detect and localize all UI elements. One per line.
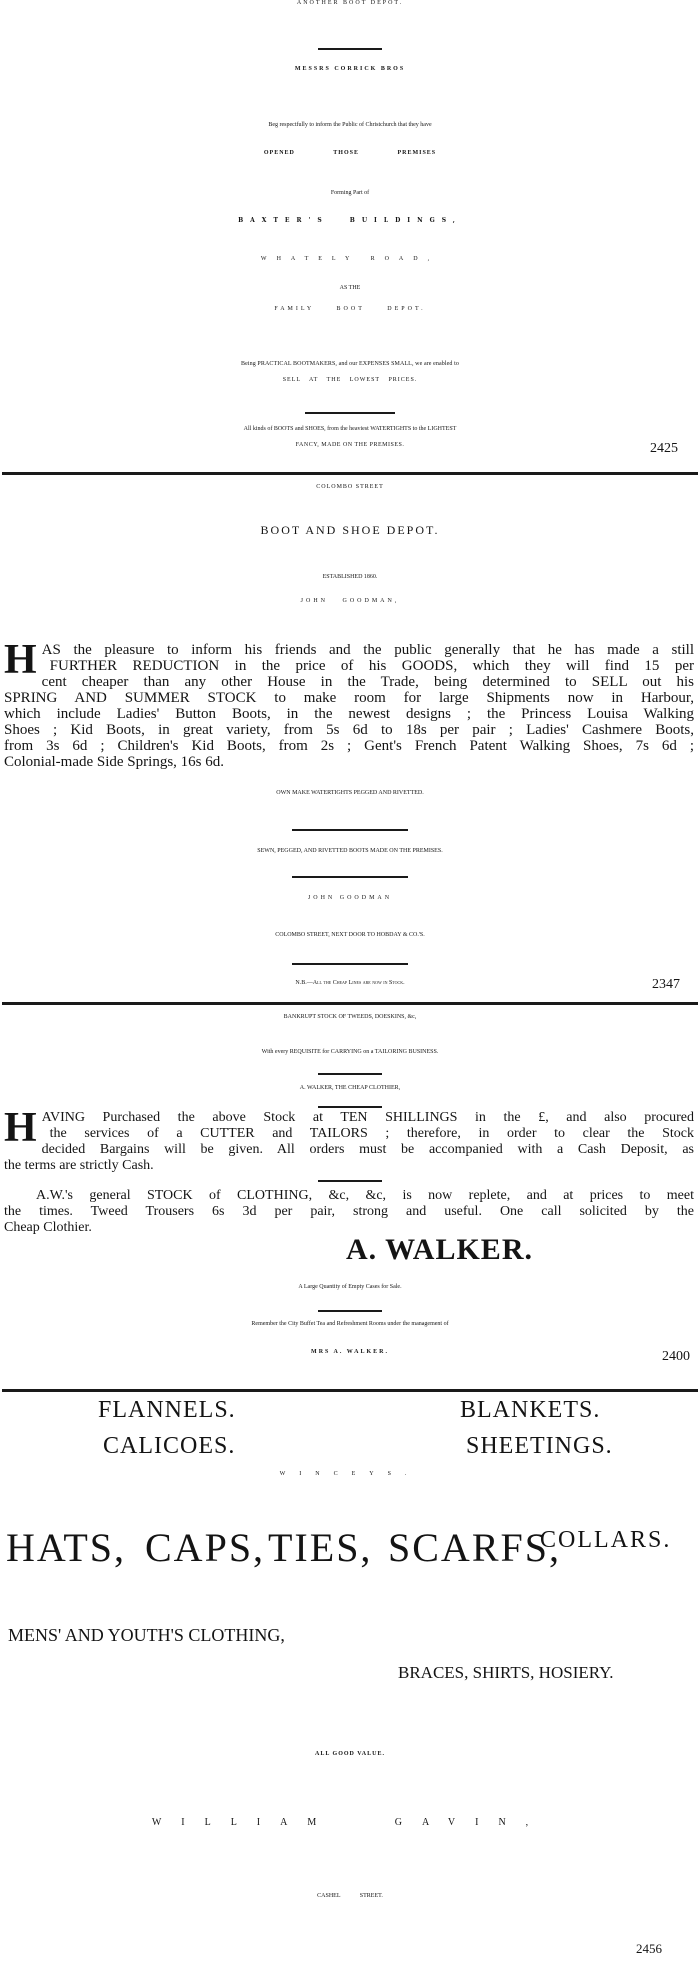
ad2-address: COLOMBO STREET, NEXT DOOR TO HOBDAY & CO.'S. — [275, 932, 425, 938]
ad4-collars: COLLARS. — [540, 1527, 672, 1553]
ad1-depot: FAMILY BOOT DEPOT. — [274, 306, 426, 312]
body-line: Cheap Clothier. — [4, 1220, 92, 1235]
body-line: A.W.'s general STOCK of CLOTHING, &c, &c, is now replete, and at prices to meet — [36, 1188, 694, 1203]
column-rule — [2, 1389, 698, 1392]
ad4-braces: BRACES, SHIRTS, HOSIERY. — [398, 1663, 614, 1682]
ad3-empty-cases: A Large Quantity of Empty Cases for Sale. — [298, 1284, 402, 1290]
body-line: Colonial-made Side Springs, 16s 6d. — [4, 754, 224, 770]
divider — [292, 876, 408, 878]
body-line: cent cheaper than any other House in the Trade, being determined to SELL out his — [41, 674, 694, 690]
drop-cap: H — [4, 637, 37, 683]
ad4-caps: CAPS, — [145, 1525, 266, 1570]
ad1-kinds-line2: FANCY, MADE ON THE PREMISES. — [295, 442, 405, 448]
ad2-proprietor-name-2: JOHN GOODMAN — [307, 895, 393, 901]
ad1-firm-name: MESSRS CORRICK BROS — [294, 66, 406, 72]
ad1-heading: ANOTHER BOOT DEPOT. — [296, 0, 404, 6]
ad2-ad-number: 2347 — [652, 977, 680, 992]
drop-cap: H — [4, 1105, 37, 1151]
ad2-title: BOOT AND SHOE DEPOT. — [260, 523, 440, 537]
divider — [318, 1106, 382, 1108]
ad1-practical-line1: Being PRACTICAL BOOTMAKERS, and our EXPENSES SMALL, we are enabled to — [241, 361, 459, 367]
body-line: SPRING AND SUMMER STOCK to make room for large Shipments now in Harbour, — [4, 690, 694, 706]
ad3-clothier: A. WALKER, THE CHEAP CLOTHIER, — [299, 1085, 401, 1091]
ad1-kinds-line1: All kinds of BOOTS and SHOES, from the heaviest WATERTIGHTS to the LIGHTEST — [243, 426, 457, 432]
ad1-intro: Beg respectfully to inform the Public of Christchurch that they have — [268, 122, 432, 128]
ad1-practical-line2: SELL AT THE LOWEST PRICES. — [282, 377, 418, 383]
ad2-established: ESTABLISHED 1860. — [322, 574, 378, 580]
ad3-signature: A. WALKER. — [346, 1233, 533, 1266]
body-line: Shoes ; Kid Boots, in great variety, from 5s 6d to 18s per pair ; Ladies' Cashmere Boots, — [4, 722, 694, 738]
ad3-body — [4, 1105, 694, 1174]
divider — [318, 1310, 382, 1312]
ad2-proprietor-name: JOHN GOODMAN, — [300, 598, 400, 604]
body-line: FURTHER REDUCTION in the price of his GOODS, which they will find 15 per — [49, 658, 694, 674]
ad2-street: COLOMBO STREET — [316, 484, 384, 490]
divider — [305, 412, 395, 414]
body-line: AS the pleasure to inform his friends and the public generally that he has made a still — [41, 642, 694, 658]
ad1-as-the: AS THE — [339, 285, 361, 291]
body-line: the terms are strictly Cash. — [4, 1158, 154, 1173]
divider — [292, 963, 408, 965]
ad1-ad-number: 2425 — [650, 441, 678, 456]
ad4-calicoes: CALICOES. — [103, 1433, 236, 1459]
ad4-scarfs: SCARFS, — [388, 1525, 561, 1570]
divider — [318, 1180, 382, 1182]
ad4-merchant-name: WILLIAM GAVIN, — [151, 1817, 549, 1828]
body-line: the times. Tweed Trousers 6s 3d per pair, strong and useful. One call solicited by the — [4, 1204, 694, 1219]
ad4-mens-clothing: MENS' AND YOUTH'S CLOTHING, — [8, 1625, 285, 1645]
ad1-opened: OPENED THOSE PREMISES — [263, 150, 437, 156]
divider — [292, 829, 408, 831]
ad1-road: WHATELY ROAD, — [260, 256, 440, 262]
ad1-forming: Forming Part of — [330, 190, 370, 196]
ad4-ad-number: 2456 — [636, 1941, 662, 1956]
column-rule — [2, 472, 698, 475]
ad4-hats: HATS, — [6, 1525, 127, 1570]
body-line: decided Bargains will be given. All orders must be accompanied with a Cash Deposit, as — [41, 1142, 694, 1157]
ad3-mrs-walker: MRS A. WALKER. — [311, 1349, 389, 1355]
ad1-building: BAXTER'S BUILDINGS, — [238, 217, 462, 224]
ad2-own-make: OWN MAKE WATERTIGHTS PEGGED AND RIVETTED. — [276, 790, 424, 796]
body-line: from 3s 6d ; Children's Kid Boots, from 2s ; Gent's French Patent Walking Shoes, 7s 6d ; — [4, 738, 694, 754]
ad3-ad-number: 2400 — [662, 1349, 690, 1364]
ad3-requisite: With every REQUISITE for CARRYING on a TAILORING BUSINESS. — [261, 1049, 439, 1055]
ad3-headline: BANKRUPT STOCK OF TWEEDS, DOESKINS, &c, — [283, 1014, 417, 1020]
body-line: AVING Purchased the above Stock at TEN SHILLINGS in the £, and also procured — [41, 1110, 694, 1125]
ad3-remember: Remember the City Buffet Tea and Refreshment Rooms under the management of — [251, 1321, 449, 1327]
ad2-sewn: SEWN, PEGGED, AND RIVETTED BOOTS MADE ON THE PREMISES. — [257, 848, 443, 854]
ad4-sheetings: SHEETINGS. — [466, 1433, 613, 1459]
ad2-body — [4, 637, 694, 770]
column-rule — [2, 1002, 698, 1005]
divider — [318, 48, 382, 50]
ad4-blankets: BLANKETS. — [460, 1397, 601, 1423]
divider — [318, 1073, 382, 1075]
ad4-ties: TIES, — [268, 1525, 373, 1570]
ad2-note: N.B.—All the Cheap Lines are now in Stock. — [295, 980, 405, 986]
ad4-all-good-value: ALL GOOD VALUE. — [315, 1751, 385, 1757]
ad3-general-stock — [4, 1188, 694, 1236]
body-line: which include Ladies' Button Boots, in the newest designs ; the Princess Louisa Walking — [4, 706, 694, 722]
ad4-winceys: WINCEYS. — [279, 1471, 421, 1477]
body-line: the services of a CUTTER and TAILORS ; therefore, in order to clear the Stock — [49, 1126, 694, 1141]
ad4-street: CASHEL STREET. — [317, 1893, 383, 1899]
ad4-flannels: FLANNELS. — [98, 1397, 236, 1423]
